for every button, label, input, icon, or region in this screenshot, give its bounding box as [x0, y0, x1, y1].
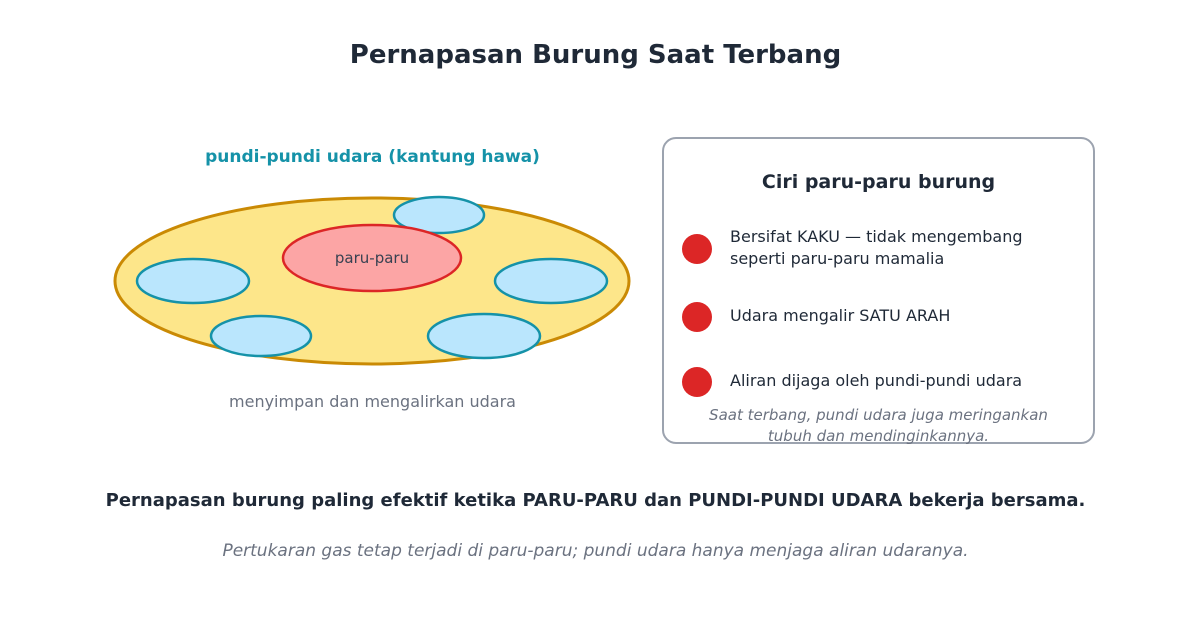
air-sacs-label: pundi-pundi udara (kantung hawa) [205, 147, 540, 167]
bullet-icon [682, 234, 712, 264]
bullet-icon [682, 302, 712, 332]
bird-respiration-diagram [0, 0, 660, 420]
bullet-icon [682, 367, 712, 397]
page-title: Pernapasan Burung Saat Terbang [349, 40, 842, 70]
lung-label: paru-paru [334, 249, 410, 267]
air-sac-left [137, 259, 249, 303]
features-card [662, 137, 1095, 444]
air-sac-bottom-left [211, 316, 311, 356]
feature-text: Aliran dijaga oleh pundi-pundi udara [730, 371, 1023, 390]
feature-text: Udara mengalir SATU ARAH [730, 306, 951, 325]
card-title: Ciri paru-paru burung [761, 171, 996, 193]
feature-text: Bersifat KAKU — tidak mengembang seperti paru-paru mamalia [730, 227, 1023, 268]
air-sac-bottom-right [428, 314, 540, 358]
diagram-caption: menyimpan dan mengalirkan udara [229, 392, 516, 411]
summary-text: Pernapasan burung paling efektif ketika PARU-PARU dan PUNDI-PUNDI UDARA bekerja bersama. [105, 490, 1086, 511]
card-note: Saat terbang, pundi udara juga meringankan tubuh dan mendinginkannya. [709, 406, 1048, 445]
air-sac-right [495, 259, 607, 303]
footnote-text: Pertukaran gas tetap terjadi di paru-paru; pundi udara hanya menjaga aliran udaranya. [222, 541, 969, 561]
